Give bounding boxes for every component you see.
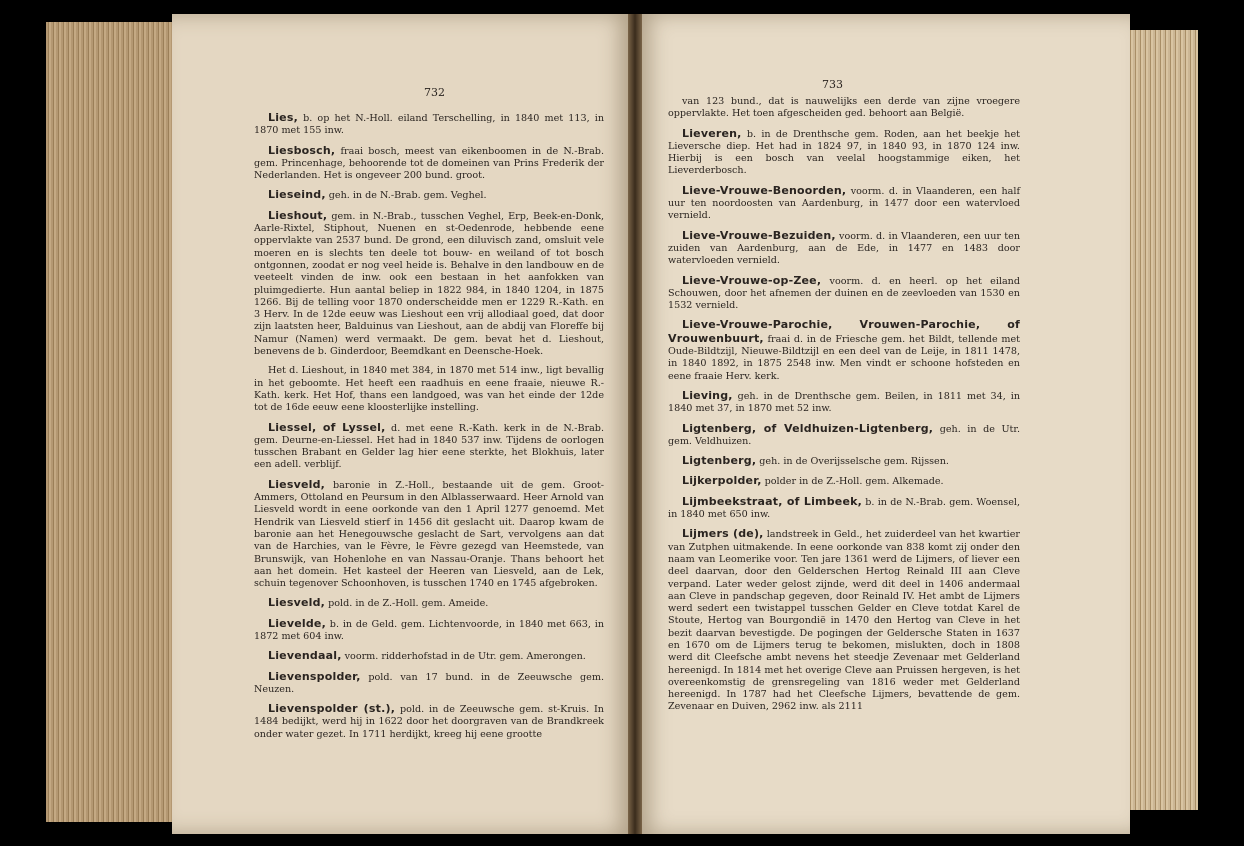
dictionary-entry: [668, 423, 1020, 449]
entry-headword: Ligtenberg, of Veldhuizen-Ligtenberg,: [682, 421, 934, 435]
entry-headword: Lieshout,: [268, 208, 328, 222]
entry-headword: Lijkerpolder,: [682, 474, 762, 488]
dictionary-entry: [254, 422, 604, 472]
entry-body: Het d. Lieshout, in 1840 met 384, in 1870 met 514 inw., ligt bevallig in het geboomte. Het heeft een raadhuis en eene fraaie, nieuwe R.-Kath. kerk. Het Hof, thans een landgoed, was van het einde der 12de tot de 16de eeuw eene kloosterlijke instelling.: [254, 365, 604, 414]
entry-body: geh. in de Drenthsche gem. Beilen, in 1811 met 34, in 1840 met 37, in 1870 met 52 inw.: [668, 390, 1020, 415]
entry-body: fraai bosch, meest van eikenboomen in de N.-Brab. gem. Princenhage, behoorende tot de domeinen van Prins Frederik der Nederlanden. Het is ongeveer 200 bund. groot.: [254, 145, 604, 182]
right-page-stack: [1128, 30, 1198, 810]
entry-headword: Lievenspolder,: [268, 669, 361, 683]
dictionary-entry: [254, 210, 604, 359]
dictionary-entry: [668, 128, 1020, 178]
entry-body: b. in de Geld. gem. Lichtenvoorde, in 1840 met 663, in 1872 met 604 inw.: [254, 618, 604, 642]
entry-body: d. met eene R.-Kath. kerk in de N.-Brab. gem. Deurne-en-Liessel. Het had in 1840 537 inw. Tijdens de oorlogen tusschen Brabant en Gelder lag hier eene sterkte, het Blokhuis, later een adell. verblijf.: [254, 422, 605, 471]
entry-body: polder in de Z.-Holl. gem. Alkemade.: [761, 476, 944, 488]
dictionary-entry: [254, 671, 604, 697]
entry-body: voorm. d. in Vlaanderen, een uur ten zuiden van Aardenburg, aan de Ede, in 1477 en 1483 door watervloeden vernield.: [668, 230, 1020, 267]
entry-body: pold. in de Zeeuwsche gem. st-Kruis. In 1484 bedijkt, werd hij in 1622 door het doorgraven van de Brandkreek onder water gezet. In 1711 herdijkt, kreeg hij eene grootte: [254, 704, 604, 740]
dictionary-entry: [668, 185, 1020, 223]
right-page-text: [668, 96, 1020, 721]
dictionary-entry: [668, 96, 1020, 121]
entry-headword: Liesveld,: [268, 596, 326, 610]
entry-body: baronie in Z.-Holl., bestaande uit de gem. Groot-Ammers, Ottoland en Peursum in den Alblasserwaard. Heer Arnold van Liesveld wordt in eene oorkonde van den 1 April 1277 genoemd. Met Hendrik van Liesveld stierf in 1456 dit geslacht uit. Daarop kwam de baronie aan het Henegouwsche geslacht de Sart, vervolgens aan dat van de Harchies, van le Fèvre, le Fèvre gezegd van Heemstede, van Brunswijk, van Hohenlohe en van Nassau-Oranje. Thans behoort het aan het domein. Het kasteel der Heeren van Liesveld, aan de Lek, schuin tegenover Schoonhoven, is tusschen 1740 en 1745 afgebroken.: [254, 479, 604, 590]
entry-headword: Ligtenberg,: [682, 454, 757, 468]
entry-body: landstreek in Geld., het zuiderdeel van het kwartier van Zutphen uitmakende. In eene oorkonde van 838 komt zij onder den naam van Leomerike voor. Ten jare 1361 werd de Lijmers, of liever een deel daarvan, door den Gelderschen Hertog Reinald III aan Cleve verpand. Later weder gelost zijnde, werd dit deel in 1406 andermaal aan Cleve in pandschap gegeven, door Reinald IV. Het ambt de Lijmers werd sedert een twistappel tusschen Gelder en Cleve totdat Karel de Stoute, Hertog van Bourgondië in 1470 den Hertog van Cleve in het bezit daarvan bevestigde. De pogingen der Geldersche Staten in 1637 en 1670 om de Lijmers terug te bekomen, mislukten, doch in 1808 werd dit Cleefsche ambt nevens het steedje Zevenaar met Gelderland hereenigd. In 1814 met het overige Cleve aan Pruissen hergeven, is het overeenkomstig de grensregeling van 1816 weder met Gelderland hereenigd. In 1787 had het Cleefsche Lijmers, bevattende de gem. Zevenaar en Duiven, 2962 inw. als 2111: [668, 529, 1020, 713]
entry-body: geh. in de N.-Brab. gem. Veghel.: [325, 190, 487, 202]
entry-headword: Lievendaal,: [268, 649, 342, 663]
dictionary-entry: [254, 650, 604, 663]
dictionary-entry: [668, 390, 1020, 416]
dictionary-entry: [668, 319, 1020, 382]
book-gutter: [628, 14, 642, 834]
entry-body: b. in de N.-Brab. gem. Woensel, in 1840 met 650 inw.: [668, 496, 1020, 521]
dictionary-entry: [668, 230, 1020, 268]
dictionary-entry: [254, 597, 604, 610]
entry-body: gem. in N.-Brab., tusschen Veghel, Erp, Beek-en-Donk, Aarle-Rixtel, Stiphout, Nuenen en st-Oedenrode, hebbende eene oppervlakte van 2537 bund. De grond, een diluvisch zand, omsluit vele moeren en is slechts ten deele tot bouw- en weiland of tot bosch ontgonnen, zoodat er nog veel heide is. Behalve in den landbouw en de veeteelt vinden de inw. ook een bestaan in het aanfokken van pluimgedierte. Hun aantal beliep in 1822 984, in 1840 1204, in 1875 1266. Bij de telling voor 1870 onderscheidde men er 1229 R.-Kath. en 3 Herv. In de 12de eeuw was Lieshout een vrij allodiaal goed, dat door zijn laatsten heer, Balduinus van Lieshout, aan de abdij van Floreffe bij Namur (Namen) werd vermaakt. De gem. bevat het d. Lieshout, benevens de b. Ginderdoor, Beemdkant en Deensche-Hoek.: [254, 210, 604, 358]
entry-headword: Lies,: [268, 111, 298, 124]
dictionary-entry: [254, 145, 604, 183]
dictionary-entry: [254, 703, 604, 741]
entry-headword: Lijmbeekstraat, of Limbeek,: [682, 494, 862, 508]
dictionary-entry: [254, 365, 604, 414]
entry-headword: Lieve-Vrouwe-Parochie, Vrouwen-Parochie, of Vrouwenbuurt,: [668, 318, 1020, 345]
entry-headword: Lieseind,: [268, 188, 326, 202]
entry-body: b. in de Drenthsche gem. Roden, aan het beekje het Lieversche diep. Het had in 1824 97, in 1840 93, in 1870 124 inw. Hierbij is een bosch van veelal hoogstammige eiken, het Lieverderbosch.: [668, 128, 1020, 177]
dictionary-entry: [668, 528, 1020, 713]
dictionary-entry: [668, 275, 1020, 313]
dictionary-entry: [254, 112, 604, 138]
left-page-text: [254, 112, 604, 748]
entry-body: fraai d. in de Friesche gem. het Bildt, tellende met Oude-Bildtzijl, Nieuwe-Bildtzijl en een deel van de Leije, in 1811 1478, in 1840 1892, in 1875 2548 inw. Men vindt er schoone hofsteden en eene fraaie Herv. kerk.: [668, 333, 1020, 382]
dictionary-entry: [254, 479, 604, 591]
entry-headword: Lieve-Vrouwe-op-Zee,: [682, 273, 822, 287]
entry-body: geh. in de Overijsselsche gem. Rijssen.: [756, 456, 949, 468]
entry-headword: Lievenspolder (st.),: [268, 702, 396, 716]
right-page-number: 733: [822, 78, 843, 91]
entry-body: geh. in de Utr. gem. Veldhuizen.: [668, 423, 1020, 447]
entry-headword: Lieveren,: [682, 126, 742, 140]
entry-body: voorm. d. in Vlaanderen, een half uur ten noordoosten van Aardenburg, in 1477 door een watervloed vernield.: [668, 185, 1020, 222]
entry-headword: Lieve-Vrouwe-Bezuiden,: [682, 228, 836, 242]
entry-headword: Lieve-Vrouwe-Benoorden,: [682, 183, 847, 197]
entry-body: voorm. ridderhofstad in de Utr. gem. Amerongen.: [341, 651, 586, 663]
entry-headword: Lieving,: [682, 388, 733, 402]
entry-headword: Lijmers (de),: [682, 527, 764, 541]
entry-body: b. op het N.-Holl. eiland Terschelling, in 1840 met 113, in 1870 met 155 inw.: [254, 113, 604, 137]
entry-body: voorm. d. en heerl. op het eiland Schouwen, door het afnemen der duinen en de zeevloeden van 1530 en 1532 vernield.: [668, 275, 1020, 312]
dictionary-entry: [668, 496, 1020, 522]
dictionary-entry: [254, 618, 604, 644]
entry-headword: Lievelde,: [268, 616, 326, 630]
dictionary-entry: [668, 475, 1020, 488]
left-page-number: 732: [424, 86, 445, 99]
entry-headword: Liesbosch,: [268, 143, 336, 157]
entry-headword: Liessel, of Lyssel,: [268, 420, 386, 434]
entry-headword: Liesveld,: [268, 477, 326, 491]
entry-body: van 123 bund., dat is nauwelijks een derde van zijne vroegere oppervlakte. Het toen afgescheiden ged. behoort aan België.: [668, 96, 1020, 120]
left-page-stack: [46, 22, 186, 822]
entry-body: pold. in de Z.-Holl. gem. Ameide.: [325, 598, 489, 610]
dictionary-entry: [254, 189, 604, 202]
dictionary-entry: [668, 455, 1020, 468]
entry-body: pold. van 17 bund. in de Zeeuwsche gem. Neuzen.: [254, 671, 604, 695]
